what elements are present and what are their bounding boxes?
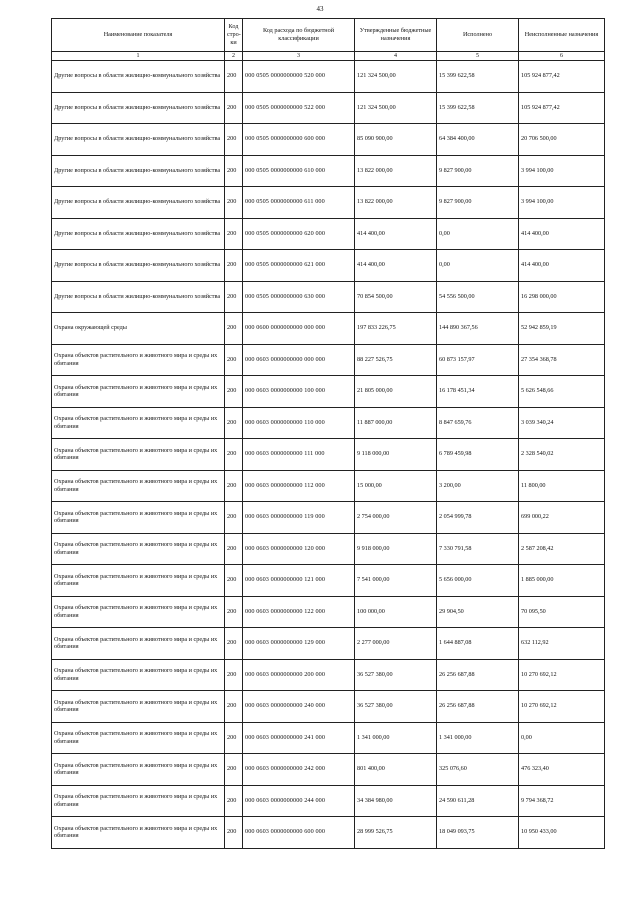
header-line-code: Код стро- ки <box>225 19 243 52</box>
executed-amount: 1 644 887,08 <box>437 628 519 660</box>
approved-amount: 801 400,00 <box>355 754 437 786</box>
line-code: 200 <box>225 785 243 817</box>
header-name: Наименование показателя <box>52 19 225 52</box>
indicator-name: Охрана объектов растительного и животного мира и среды их обитания <box>52 344 225 376</box>
table-row <box>52 470 605 502</box>
approved-amount: 197 833 226,75 <box>355 313 437 345</box>
line-code: 200 <box>225 628 243 660</box>
unexecuted-amount: 632 112,92 <box>519 628 605 660</box>
table-row <box>52 250 605 282</box>
line-code: 200 <box>225 722 243 754</box>
line-code: 200 <box>225 407 243 439</box>
approved-amount: 36 527 380,00 <box>355 659 437 691</box>
budget-classification-code: 000 0505 0000000000 630 000 <box>243 281 355 313</box>
table-row <box>52 155 605 187</box>
table-row <box>52 281 605 313</box>
budget-classification-code: 000 0603 0000000000 244 000 <box>243 785 355 817</box>
approved-amount: 7 541 000,00 <box>355 565 437 597</box>
budget-classification-code: 000 0603 0000000000 240 000 <box>243 691 355 723</box>
line-code: 200 <box>225 439 243 471</box>
approved-amount: 13 822 000,00 <box>355 187 437 219</box>
unexecuted-amount: 16 298 000,00 <box>519 281 605 313</box>
column-number: 5 <box>437 52 519 61</box>
unexecuted-amount: 0,00 <box>519 722 605 754</box>
executed-amount: 325 076,60 <box>437 754 519 786</box>
executed-amount: 24 590 611,28 <box>437 785 519 817</box>
executed-amount: 26 256 687,88 <box>437 659 519 691</box>
line-code: 200 <box>225 250 243 282</box>
indicator-name: Другие вопросы в области жилищно-коммунального хозяйства <box>52 250 225 282</box>
indicator-name: Охрана объектов растительного и животного мира и среды их обитания <box>52 439 225 471</box>
unexecuted-amount: 70 095,50 <box>519 596 605 628</box>
line-code: 200 <box>225 376 243 408</box>
approved-amount: 100 000,00 <box>355 596 437 628</box>
unexecuted-amount: 20 706 500,00 <box>519 124 605 156</box>
executed-amount: 16 178 451,34 <box>437 376 519 408</box>
budget-classification-code: 000 0505 0000000000 611 000 <box>243 187 355 219</box>
executed-amount: 29 904,50 <box>437 596 519 628</box>
executed-amount: 54 556 500,00 <box>437 281 519 313</box>
indicator-name: Охрана объектов растительного и животного мира и среды их обитания <box>52 691 225 723</box>
budget-classification-code: 000 0603 0000000000 122 000 <box>243 596 355 628</box>
page-number: 43 <box>316 5 324 13</box>
unexecuted-amount: 105 924 877,42 <box>519 92 605 124</box>
header-approved: Утвержденные бюджетные назначения <box>355 19 437 52</box>
unexecuted-amount: 1 885 000,00 <box>519 565 605 597</box>
budget-classification-code: 000 0603 0000000000 111 000 <box>243 439 355 471</box>
indicator-name: Охрана объектов растительного и животного мира и среды их обитания <box>52 470 225 502</box>
approved-amount: 9 918 000,00 <box>355 533 437 565</box>
indicator-name: Охрана объектов растительного и животного мира и среды их обитания <box>52 407 225 439</box>
executed-amount: 26 256 687,88 <box>437 691 519 723</box>
unexecuted-amount: 2 587 208,42 <box>519 533 605 565</box>
line-code: 200 <box>225 218 243 250</box>
line-code: 200 <box>225 502 243 534</box>
line-code: 200 <box>225 92 243 124</box>
table-row <box>52 313 605 345</box>
budget-classification-code: 000 0603 0000000000 000 000 <box>243 344 355 376</box>
approved-amount: 414 400,00 <box>355 218 437 250</box>
column-number: 6 <box>519 52 605 61</box>
executed-amount: 0,00 <box>437 250 519 282</box>
indicator-name: Охрана объектов растительного и животного мира и среды их обитания <box>52 502 225 534</box>
approved-amount: 88 227 526,75 <box>355 344 437 376</box>
table-row <box>52 722 605 754</box>
line-code: 200 <box>225 565 243 597</box>
header-row <box>52 19 605 52</box>
indicator-name: Другие вопросы в области жилищно-коммунального хозяйства <box>52 61 225 93</box>
line-code: 200 <box>225 187 243 219</box>
budget-classification-code: 000 0505 0000000000 600 000 <box>243 124 355 156</box>
budget-classification-code: 000 0603 0000000000 242 000 <box>243 754 355 786</box>
executed-amount: 144 890 367,56 <box>437 313 519 345</box>
approved-amount: 85 090 900,00 <box>355 124 437 156</box>
line-code: 200 <box>225 817 243 849</box>
table-row <box>52 785 605 817</box>
table-row <box>52 754 605 786</box>
table-row <box>52 502 605 534</box>
table-row <box>52 344 605 376</box>
budget-classification-code: 000 0505 0000000000 610 000 <box>243 155 355 187</box>
budget-classification-code: 000 0603 0000000000 241 000 <box>243 722 355 754</box>
indicator-name: Охрана объектов растительного и животного мира и среды их обитания <box>52 596 225 628</box>
table-row <box>52 187 605 219</box>
table-row <box>52 407 605 439</box>
indicator-name: Другие вопросы в области жилищно-коммунального хозяйства <box>52 218 225 250</box>
table-row <box>52 533 605 565</box>
budget-classification-code: 000 0603 0000000000 600 000 <box>243 817 355 849</box>
executed-amount: 9 827 900,00 <box>437 155 519 187</box>
unexecuted-amount: 10 270 692,12 <box>519 659 605 691</box>
column-number-row <box>52 52 605 61</box>
approved-amount: 28 999 526,75 <box>355 817 437 849</box>
line-code: 200 <box>225 754 243 786</box>
unexecuted-amount: 11 800,00 <box>519 470 605 502</box>
indicator-name: Другие вопросы в области жилищно-коммунального хозяйства <box>52 281 225 313</box>
unexecuted-amount: 27 354 368,78 <box>519 344 605 376</box>
executed-amount: 3 200,00 <box>437 470 519 502</box>
executed-amount: 7 330 791,58 <box>437 533 519 565</box>
line-code: 200 <box>225 281 243 313</box>
executed-amount: 60 873 157,97 <box>437 344 519 376</box>
table-row <box>52 218 605 250</box>
indicator-name: Охрана объектов растительного и животного мира и среды их обитания <box>52 659 225 691</box>
unexecuted-amount: 3 994 100,00 <box>519 155 605 187</box>
unexecuted-amount: 3 039 340,24 <box>519 407 605 439</box>
line-code: 200 <box>225 61 243 93</box>
column-number: 4 <box>355 52 437 61</box>
executed-amount: 18 049 093,75 <box>437 817 519 849</box>
approved-amount: 36 527 380,00 <box>355 691 437 723</box>
budget-classification-code: 000 0603 0000000000 200 000 <box>243 659 355 691</box>
approved-amount: 70 854 500,00 <box>355 281 437 313</box>
indicator-name: Охрана объектов растительного и животного мира и среды их обитания <box>52 376 225 408</box>
executed-amount: 5 656 000,00 <box>437 565 519 597</box>
approved-amount: 34 384 980,00 <box>355 785 437 817</box>
budget-classification-code: 000 0505 0000000000 620 000 <box>243 218 355 250</box>
approved-amount: 15 000,00 <box>355 470 437 502</box>
approved-amount: 121 324 500,00 <box>355 92 437 124</box>
column-number: 1 <box>52 52 225 61</box>
line-code: 200 <box>225 470 243 502</box>
line-code: 200 <box>225 596 243 628</box>
table-body <box>52 61 605 849</box>
approved-amount: 414 400,00 <box>355 250 437 282</box>
table-row <box>52 628 605 660</box>
unexecuted-amount: 10 270 692,12 <box>519 691 605 723</box>
approved-amount: 121 324 500,00 <box>355 61 437 93</box>
executed-amount: 0,00 <box>437 218 519 250</box>
budget-classification-code: 000 0600 0000000000 000 000 <box>243 313 355 345</box>
budget-classification-code: 000 0603 0000000000 112 000 <box>243 470 355 502</box>
unexecuted-amount: 414 400,00 <box>519 218 605 250</box>
table-row <box>52 565 605 597</box>
line-code: 200 <box>225 344 243 376</box>
budget-classification-code: 000 0505 0000000000 520 000 <box>243 61 355 93</box>
budget-classification-code: 000 0603 0000000000 119 000 <box>243 502 355 534</box>
unexecuted-amount: 2 328 540,02 <box>519 439 605 471</box>
table-row <box>52 691 605 723</box>
approved-amount: 2 277 000,00 <box>355 628 437 660</box>
budget-classification-code: 000 0505 0000000000 522 000 <box>243 92 355 124</box>
budget-classification-code: 000 0603 0000000000 120 000 <box>243 533 355 565</box>
table-row <box>52 817 605 849</box>
executed-amount: 15 399 622,58 <box>437 61 519 93</box>
header-executed: Исполнено <box>437 19 519 52</box>
line-code: 200 <box>225 313 243 345</box>
table-row <box>52 124 605 156</box>
budget-classification-code: 000 0603 0000000000 129 000 <box>243 628 355 660</box>
budget-classification-code: 000 0603 0000000000 121 000 <box>243 565 355 597</box>
line-code: 200 <box>225 124 243 156</box>
executed-amount: 6 789 459,98 <box>437 439 519 471</box>
table-row <box>52 659 605 691</box>
unexecuted-amount: 476 323,40 <box>519 754 605 786</box>
indicator-name: Охрана объектов растительного и животного мира и среды их обитания <box>52 817 225 849</box>
unexecuted-amount: 52 942 859,19 <box>519 313 605 345</box>
indicator-name: Охрана объектов растительного и животного мира и среды их обитания <box>52 628 225 660</box>
unexecuted-amount: 414 400,00 <box>519 250 605 282</box>
indicator-name: Охрана объектов растительного и животного мира и среды их обитания <box>52 565 225 597</box>
table-row <box>52 596 605 628</box>
indicator-name: Другие вопросы в области жилищно-коммунального хозяйства <box>52 92 225 124</box>
executed-amount: 8 847 659,76 <box>437 407 519 439</box>
unexecuted-amount: 5 626 548,66 <box>519 376 605 408</box>
budget-classification-code: 000 0603 0000000000 100 000 <box>243 376 355 408</box>
approved-amount: 1 341 000,00 <box>355 722 437 754</box>
table-row <box>52 92 605 124</box>
line-code: 200 <box>225 691 243 723</box>
indicator-name: Охрана окружающей среды <box>52 313 225 345</box>
column-number: 3 <box>243 52 355 61</box>
unexecuted-amount: 10 950 433,00 <box>519 817 605 849</box>
line-code: 200 <box>225 533 243 565</box>
table-row <box>52 61 605 93</box>
unexecuted-amount: 3 994 100,00 <box>519 187 605 219</box>
column-number: 2 <box>225 52 243 61</box>
header-kbk: Код расхода по бюджетной классификации <box>243 19 355 52</box>
indicator-name: Охрана объектов растительного и животного мира и среды их обитания <box>52 754 225 786</box>
indicator-name: Другие вопросы в области жилищно-коммунального хозяйства <box>52 187 225 219</box>
table-row <box>52 439 605 471</box>
executed-amount: 15 399 622,58 <box>437 92 519 124</box>
executed-amount: 64 384 400,00 <box>437 124 519 156</box>
indicator-name: Охрана объектов растительного и животного мира и среды их обитания <box>52 722 225 754</box>
table-row <box>52 376 605 408</box>
line-code: 200 <box>225 155 243 187</box>
approved-amount: 21 805 000,00 <box>355 376 437 408</box>
unexecuted-amount: 9 794 368,72 <box>519 785 605 817</box>
approved-amount: 9 118 000,00 <box>355 439 437 471</box>
line-code: 200 <box>225 659 243 691</box>
executed-amount: 1 341 000,00 <box>437 722 519 754</box>
executed-amount: 2 054 999,78 <box>437 502 519 534</box>
budget-execution-table <box>51 18 605 849</box>
approved-amount: 13 822 000,00 <box>355 155 437 187</box>
unexecuted-amount: 105 924 877,42 <box>519 61 605 93</box>
indicator-name: Другие вопросы в области жилищно-коммунального хозяйства <box>52 124 225 156</box>
budget-classification-code: 000 0505 0000000000 621 000 <box>243 250 355 282</box>
indicator-name: Другие вопросы в области жилищно-коммунального хозяйства <box>52 155 225 187</box>
indicator-name: Охрана объектов растительного и животного мира и среды их обитания <box>52 533 225 565</box>
executed-amount: 9 827 900,00 <box>437 187 519 219</box>
unexecuted-amount: 699 000,22 <box>519 502 605 534</box>
indicator-name: Охрана объектов растительного и животного мира и среды их обитания <box>52 785 225 817</box>
header-unexecuted: Неисполненные назначения <box>519 19 605 52</box>
budget-classification-code: 000 0603 0000000000 110 000 <box>243 407 355 439</box>
approved-amount: 2 754 000,00 <box>355 502 437 534</box>
approved-amount: 11 887 000,00 <box>355 407 437 439</box>
